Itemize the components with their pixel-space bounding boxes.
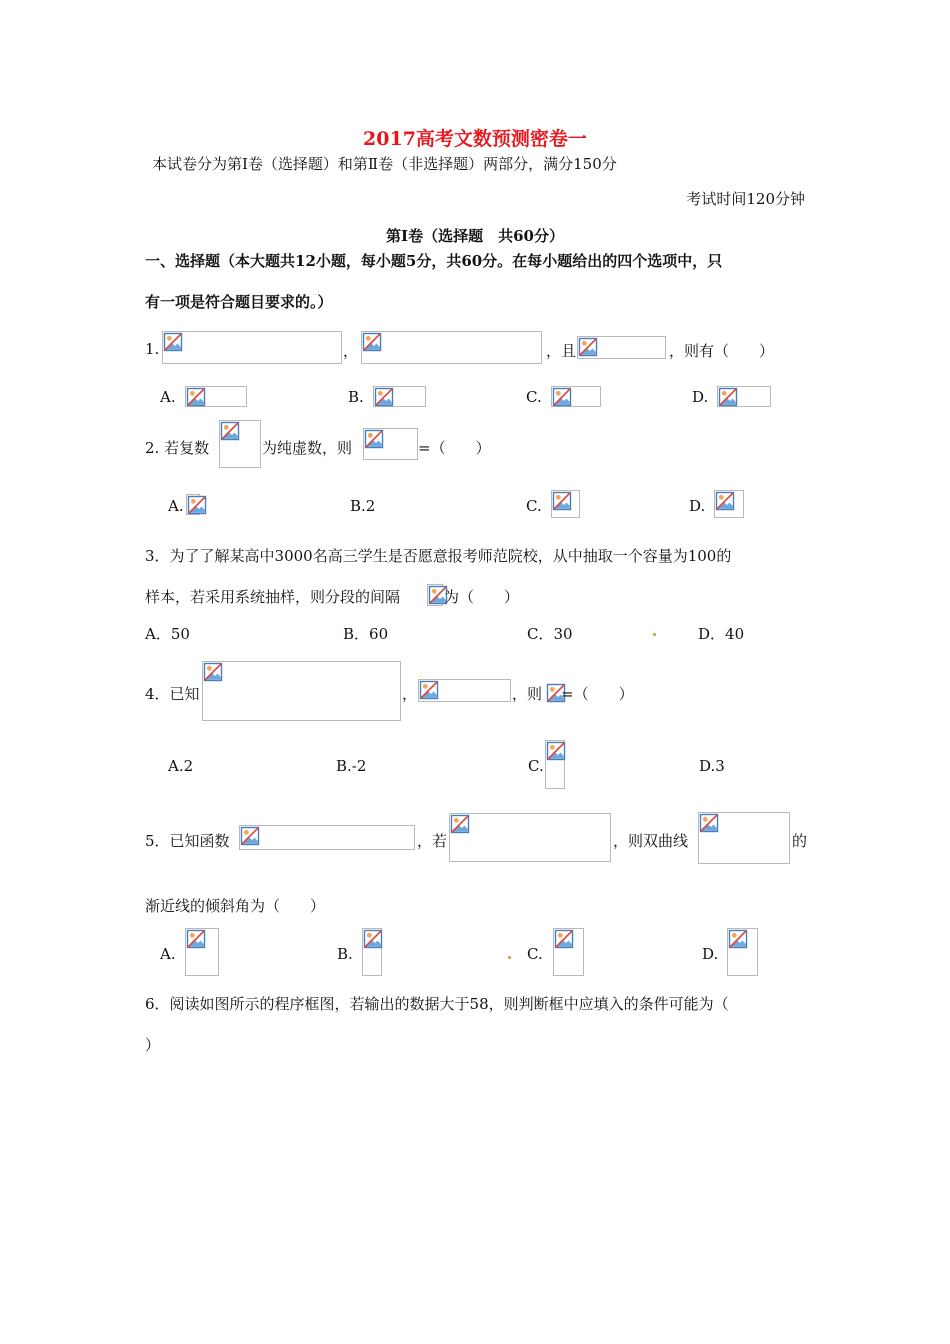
q5-sep2: ，则双曲线 (613, 832, 689, 850)
q1-number: 1. (145, 340, 160, 358)
broken-image-icon (715, 491, 735, 511)
q2-stem-start: 2. 若复数 (145, 439, 210, 457)
q2-option-image (186, 494, 200, 515)
q5-stem-end: 的 (792, 832, 808, 850)
q4-sep2: ，则 (512, 685, 543, 703)
q2-stem-end: =（ ） (418, 439, 491, 457)
q1-option-a: A. (160, 388, 176, 406)
q5-line2: 渐近线的倾斜角为（ ） (145, 897, 326, 915)
broken-image-icon (240, 826, 260, 846)
q1-sep1: ， (343, 342, 359, 360)
q3-line2-end: 为（ ） (444, 588, 520, 606)
q4-option-d: D.3 (699, 757, 725, 775)
q4-formula-image (546, 683, 560, 699)
broken-image-icon (363, 929, 383, 949)
instruction-line1: 一、选择题（本大题共12小题，每小题5分，共60分。在每小题给出的四个选项中，只 (145, 252, 723, 270)
q2-option-d: D. (689, 497, 706, 515)
broken-image-icon (450, 814, 470, 834)
broken-image-icon (552, 387, 572, 407)
q4-option-c: C. (528, 757, 544, 775)
instruction-line2: 有一项是符合题目要求的。） (145, 293, 333, 311)
q4-sep1: ， (402, 685, 418, 703)
q5-option-image (727, 928, 758, 976)
q5-option-image (185, 928, 219, 976)
q1-formula-image (577, 336, 666, 359)
broken-image-icon (362, 332, 382, 352)
q1-option-image (551, 386, 601, 407)
broken-image-icon (186, 387, 206, 407)
q5-option-b: B. (337, 945, 353, 963)
q5-option-a: A. (160, 945, 176, 963)
q2-option-c: C. (526, 497, 542, 515)
broken-image-icon (203, 662, 223, 682)
q4-option-a: A.2 (168, 757, 194, 775)
broken-image-icon (699, 813, 719, 833)
broken-image-icon (364, 429, 384, 449)
q5-option-d: D. (702, 945, 719, 963)
broken-image-icon (554, 929, 574, 949)
q1-option-b: B. (348, 388, 364, 406)
broken-image-icon (187, 495, 207, 515)
q5-option-image (362, 928, 382, 976)
q5-formula-image (449, 813, 611, 862)
exam-time: 考试时间120分钟 (686, 190, 805, 208)
q3-option-d: D．40 (698, 625, 745, 643)
q5-stem-start: 5．已知函数 (145, 832, 230, 850)
q4-option-b: B.-2 (336, 757, 367, 775)
broken-image-icon (419, 680, 439, 700)
q1-sep2: ，且 (546, 342, 577, 360)
q2-option-image (714, 490, 744, 518)
q1-option-d: D. (692, 388, 709, 406)
part1-heading: 第Ⅰ卷（选择题 共60分） (386, 227, 564, 245)
q1-formula-image (361, 331, 542, 364)
q1-option-c: C. (526, 388, 542, 406)
q3-formula-image (427, 584, 443, 606)
q5-formula-image (239, 825, 415, 850)
q3-option-a: A．50 (145, 625, 190, 643)
broken-image-icon (186, 929, 206, 949)
page-title: 2017高考文数预测密卷一 (363, 128, 587, 150)
q1-option-image (373, 386, 426, 407)
broken-image-icon (552, 491, 572, 511)
q5-formula-image (698, 812, 790, 864)
q2-option-a: A. (168, 497, 184, 515)
q2-stem-mid: 为纯虚数，则 (262, 439, 353, 457)
q2-option-image (551, 490, 580, 518)
stray-mark (653, 633, 656, 636)
broken-image-icon (728, 929, 748, 949)
broken-image-icon (718, 387, 738, 407)
q5-option-c: C. (527, 945, 543, 963)
q4-formula-image (202, 661, 401, 721)
q6-line1: 6．阅读如图所示的程序框图，若输出的数据大于58，则判断框中应填入的条件可能为（ (145, 995, 729, 1013)
q4-stem-end: =（ ） (561, 685, 634, 703)
stray-mark (508, 956, 511, 959)
q6-line2: ） (145, 1036, 161, 1054)
broken-image-icon (374, 387, 394, 407)
q5-sep1: ，若 (417, 832, 448, 850)
q3-line1: 3．为了了解某高中3000名高三学生是否愿意报考师范院校，从中抽取一个容量为100的 (145, 547, 732, 565)
q4-option-image (545, 740, 565, 789)
q2-option-b: B.2 (350, 497, 376, 515)
q3-line2-start: 样本，若采用系统抽样，则分段的间隔 (145, 588, 401, 606)
q2-formula-image (219, 420, 261, 468)
q1-formula-image (162, 331, 342, 364)
q1-stem-end: ，则有（ ） (669, 342, 775, 360)
broken-image-icon (163, 332, 183, 352)
q1-option-image (185, 386, 247, 407)
broken-image-icon (546, 741, 566, 761)
q1-option-image (717, 386, 771, 407)
q5-option-image (553, 928, 584, 976)
q3-option-c: C．30 (527, 625, 573, 643)
exam-intro: 本试卷分为第Ⅰ卷（选择题）和第Ⅱ卷（非选择题）两部分，满分150分 (152, 155, 617, 173)
q4-formula-image (418, 679, 511, 702)
q4-stem-start: 4．已知 (145, 685, 200, 703)
q2-formula-image (363, 428, 418, 460)
q3-option-b: B．60 (343, 625, 389, 643)
broken-image-icon (220, 421, 240, 441)
broken-image-icon (578, 337, 598, 357)
